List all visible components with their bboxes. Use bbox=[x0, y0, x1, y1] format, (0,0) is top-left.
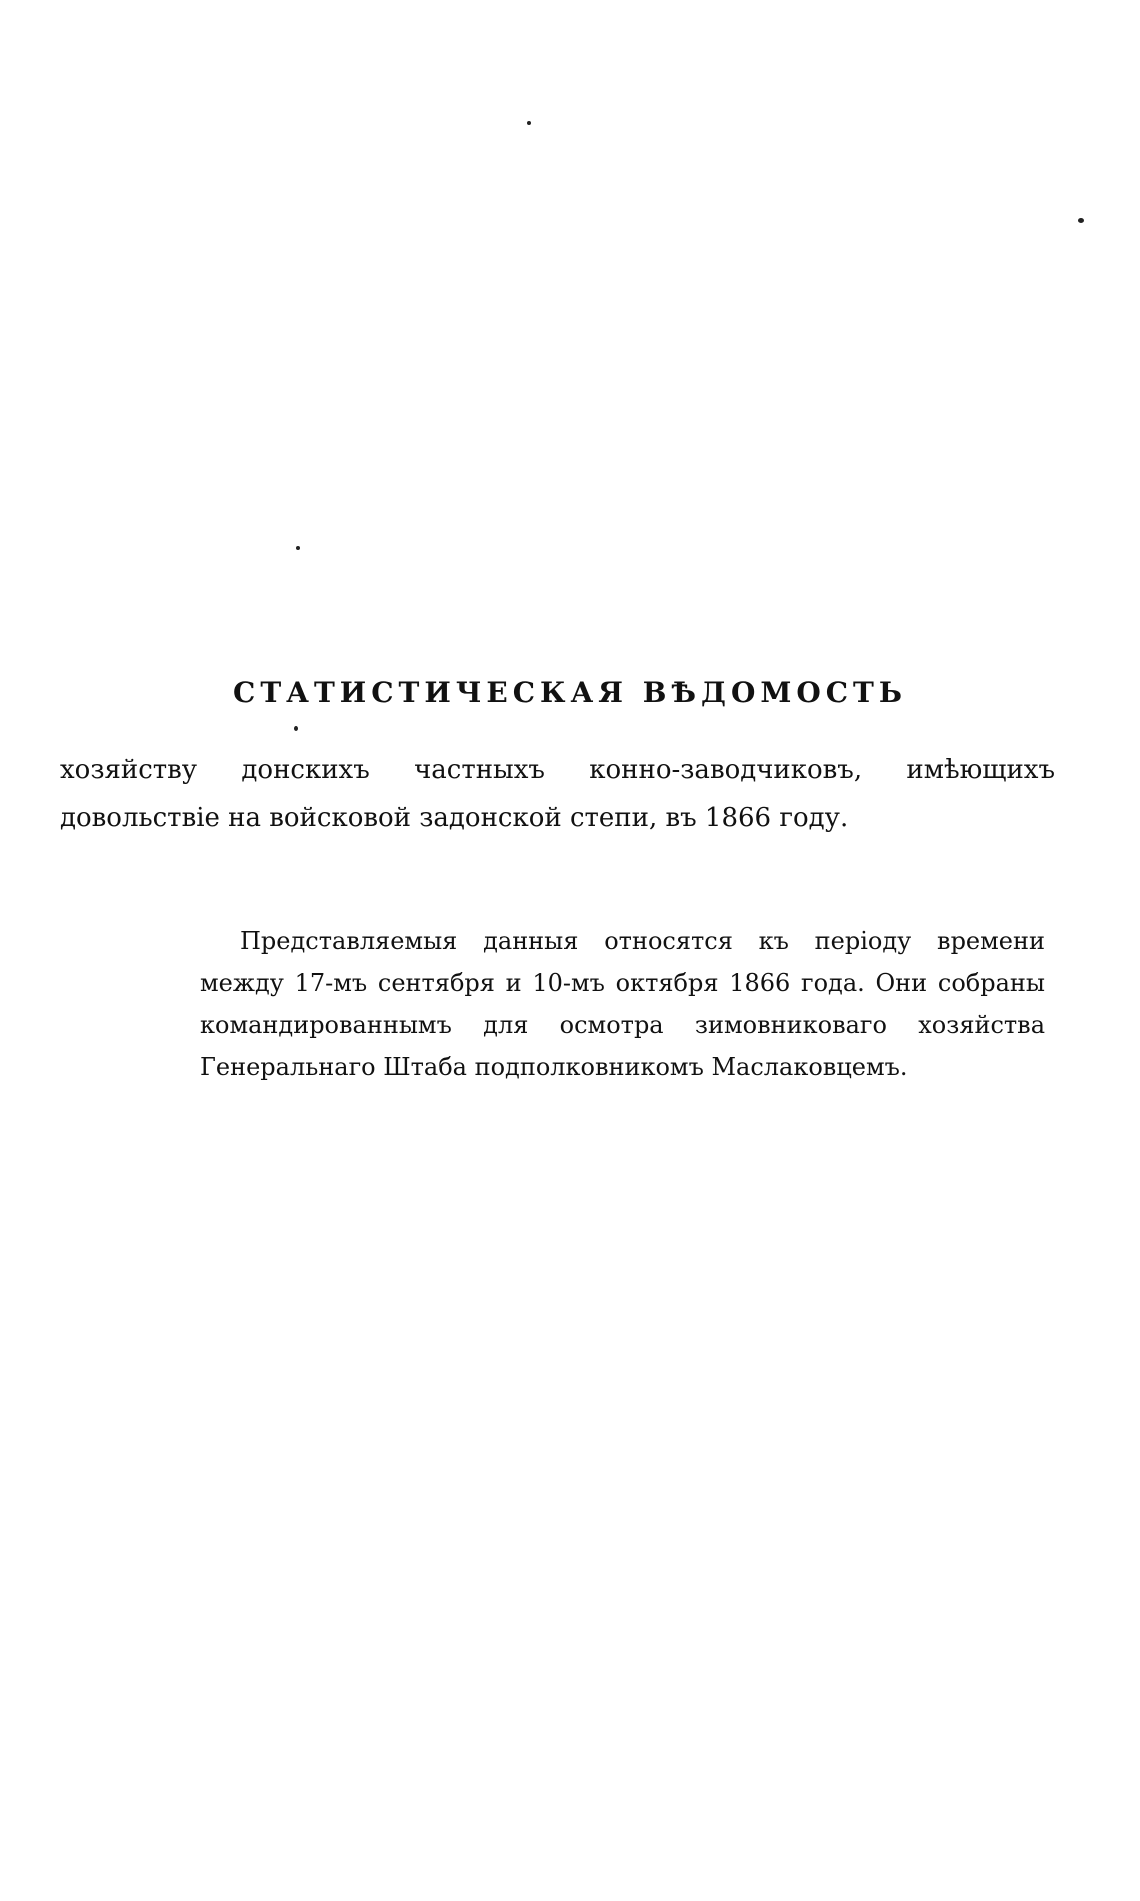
document-title: СТАТИСТИЧЕСКАЯ ВѢДОМОСТЬ bbox=[233, 676, 907, 709]
scan-speck bbox=[294, 726, 298, 731]
scan-speck bbox=[527, 121, 531, 125]
scan-speck bbox=[296, 546, 300, 550]
document-subtitle: хозяйству донскихъ частныхъ конно-заводчиковъ, имѣющихъ довольствіе на войсковой задонской степи, въ 1866 году. bbox=[60, 755, 1055, 833]
scan-speck bbox=[1078, 218, 1084, 223]
intro-paragraph: Представляемыя данныя относятся къ періоду времени между 17-мъ сентября и 10-мъ октября 1866 года. Они собраны командированнымъ для осмотра зимовниковаго хозяйства Генеральнаго Штаба подполковникомъ Маслаковцемъ. bbox=[200, 927, 1045, 1081]
